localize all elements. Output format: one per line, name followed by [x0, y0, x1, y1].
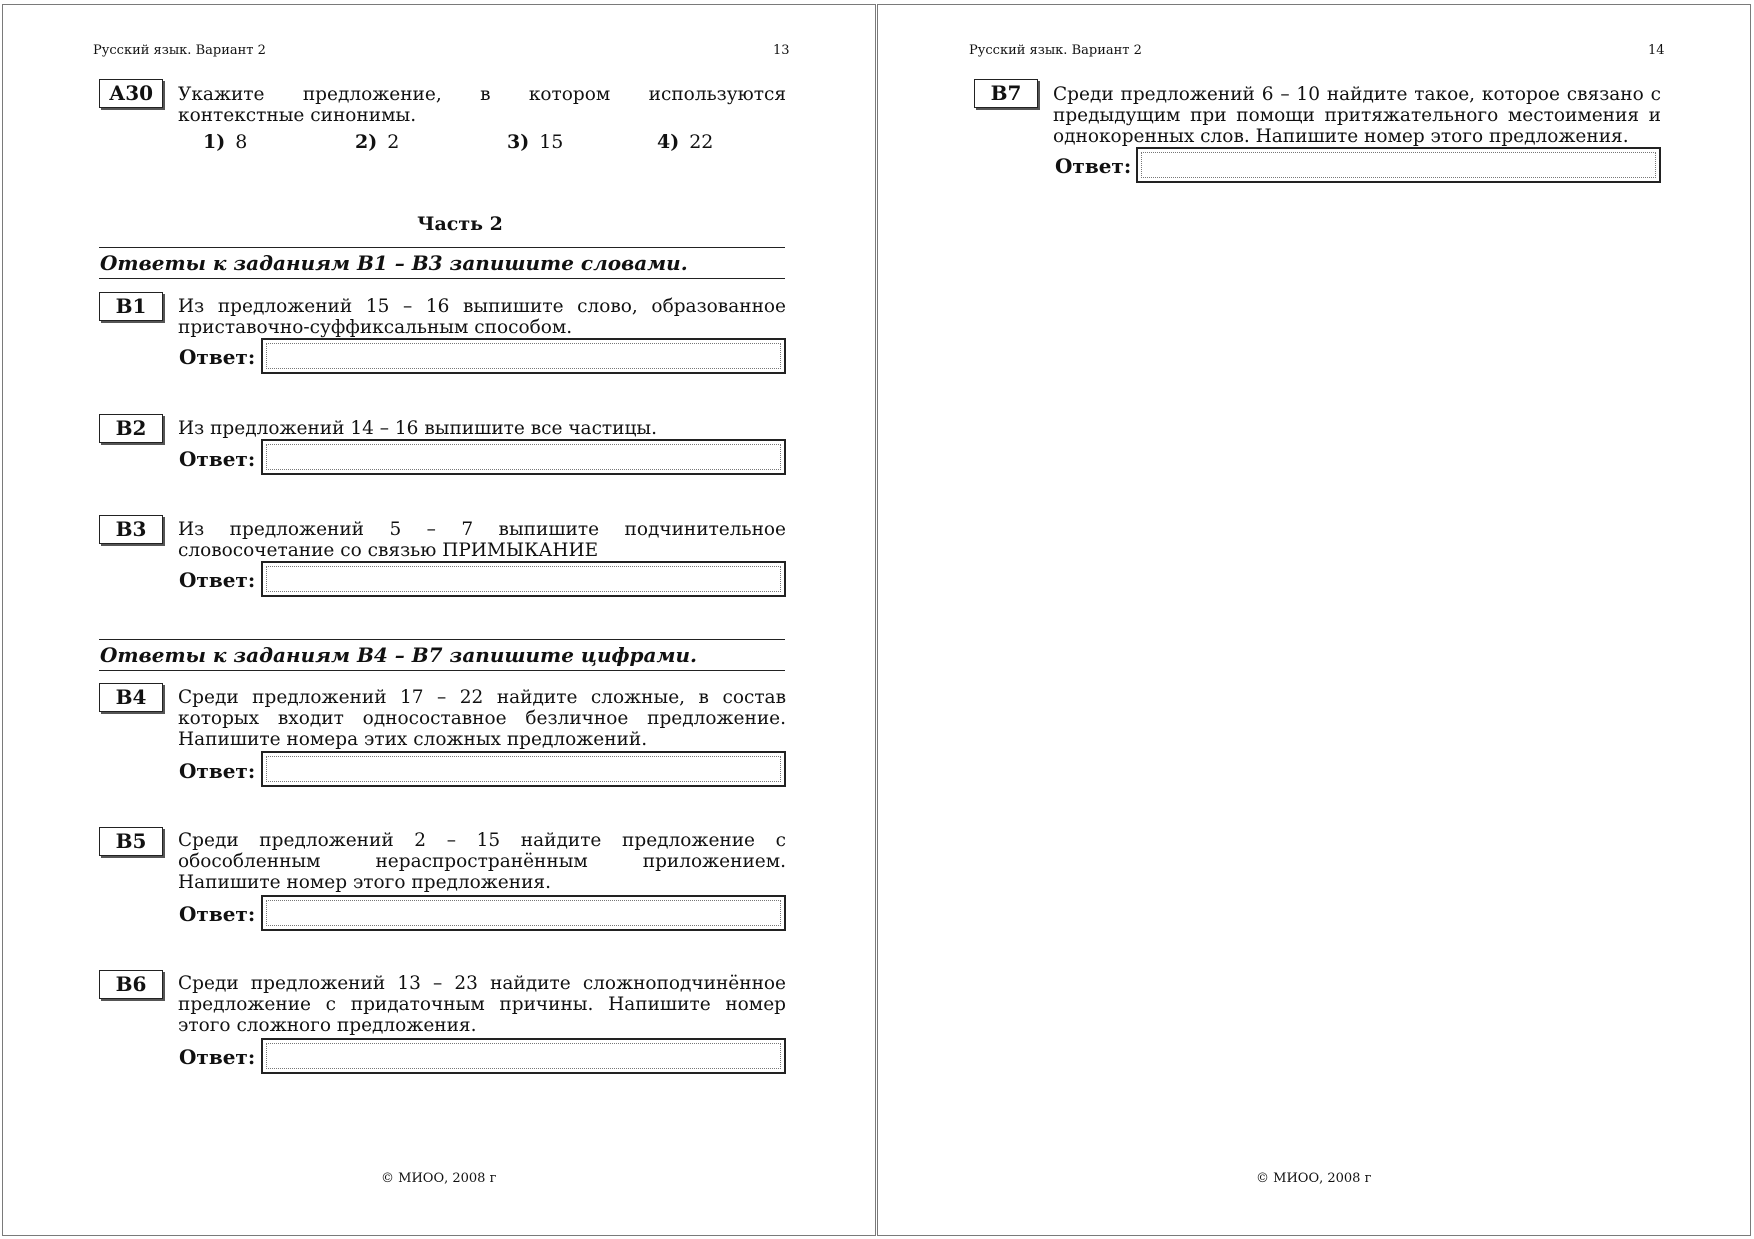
task-code-b1: В1 — [99, 292, 163, 321]
task-code-b4: В4 — [99, 683, 163, 712]
answer-label-b4: Ответ: — [179, 759, 256, 783]
task-text-b5: Среди предложений 2 – 15 найдите предложение с обособленным нераспространённым приложением. Напишите номер этого предложения. — [178, 830, 786, 893]
a30-option-2[interactable]: 2) 2 — [355, 131, 400, 153]
task-text-b2: Из предложений 14 – 16 выпишите все частицы. — [178, 418, 658, 439]
left-page-number: 13 — [773, 43, 790, 58]
answer-label-b1: Ответ: — [179, 345, 256, 369]
left-header-title: Русский язык. Вариант 2 — [93, 43, 266, 58]
answer-field-b5[interactable] — [261, 895, 786, 931]
answer-field-b4[interactable] — [261, 751, 786, 787]
answer-field-b7[interactable] — [1136, 147, 1661, 183]
answer-label-b7: Ответ: — [1055, 154, 1132, 178]
right-footer-copyright: © МИОО, 2008 г — [1256, 1171, 1372, 1186]
task-code-b6: В6 — [99, 970, 163, 999]
left-page — [2, 4, 876, 1236]
answer-label-b3: Ответ: — [179, 568, 256, 592]
left-footer-copyright: © МИОО, 2008 г — [381, 1171, 497, 1186]
answer-field-b1[interactable] — [261, 338, 786, 374]
right-page-number: 14 — [1648, 43, 1665, 58]
part-title: Часть 2 — [417, 213, 503, 235]
answer-field-b2[interactable] — [261, 439, 786, 475]
task-text-b6: Среди предложений 13 – 23 найдите сложноподчинённое предложение с придаточным причины. Напишите номер этого сложного предложения. — [178, 973, 786, 1036]
task-code-b5: В5 — [99, 827, 163, 856]
answer-field-b6[interactable] — [261, 1038, 786, 1074]
task-code-b3: В3 — [99, 515, 163, 544]
task-text-a30: Укажите предложение, в котором используются контекстные синонимы. — [178, 84, 786, 126]
task-text-b7: Среди предложений 6 – 10 найдите такое, которое связано с предыдущим при помощи притяжательного местоимения и однокоренных слов. Напишите номер этого предложения. — [1053, 84, 1661, 147]
section-heading-digits: Ответы к заданиям В4 – В7 запишите цифрами. — [99, 639, 785, 671]
right-page — [877, 4, 1751, 1236]
section-heading-words: Ответы к заданиям В1 – В3 запишите словами. — [99, 247, 785, 279]
answer-label-b6: Ответ: — [179, 1045, 256, 1069]
right-header-title: Русский язык. Вариант 2 — [969, 43, 1142, 58]
task-text-b4: Среди предложений 17 – 22 найдите сложные, в состав которых входит односоставное безличное предложение. Напишите номера этих сложных предложений. — [178, 687, 786, 750]
answer-label-b2: Ответ: — [179, 447, 256, 471]
answer-field-b3[interactable] — [261, 561, 786, 597]
a30-option-1[interactable]: 1) 8 — [203, 131, 248, 153]
task-code-b7: В7 — [974, 79, 1038, 108]
a30-option-4[interactable]: 4) 22 — [657, 131, 714, 153]
a30-option-3[interactable]: 3) 15 — [507, 131, 564, 153]
task-code-a30: А30 — [99, 79, 163, 108]
answer-label-b5: Ответ: — [179, 902, 256, 926]
task-code-b2: В2 — [99, 414, 163, 443]
task-text-b3: Из предложений 5 – 7 выпишите подчинительное словосочетание со связью ПРИМЫКАНИЕ — [178, 519, 786, 561]
task-text-b1: Из предложений 15 – 16 выпишите слово, образованное приставочно-суффиксальным способом. — [178, 296, 786, 338]
